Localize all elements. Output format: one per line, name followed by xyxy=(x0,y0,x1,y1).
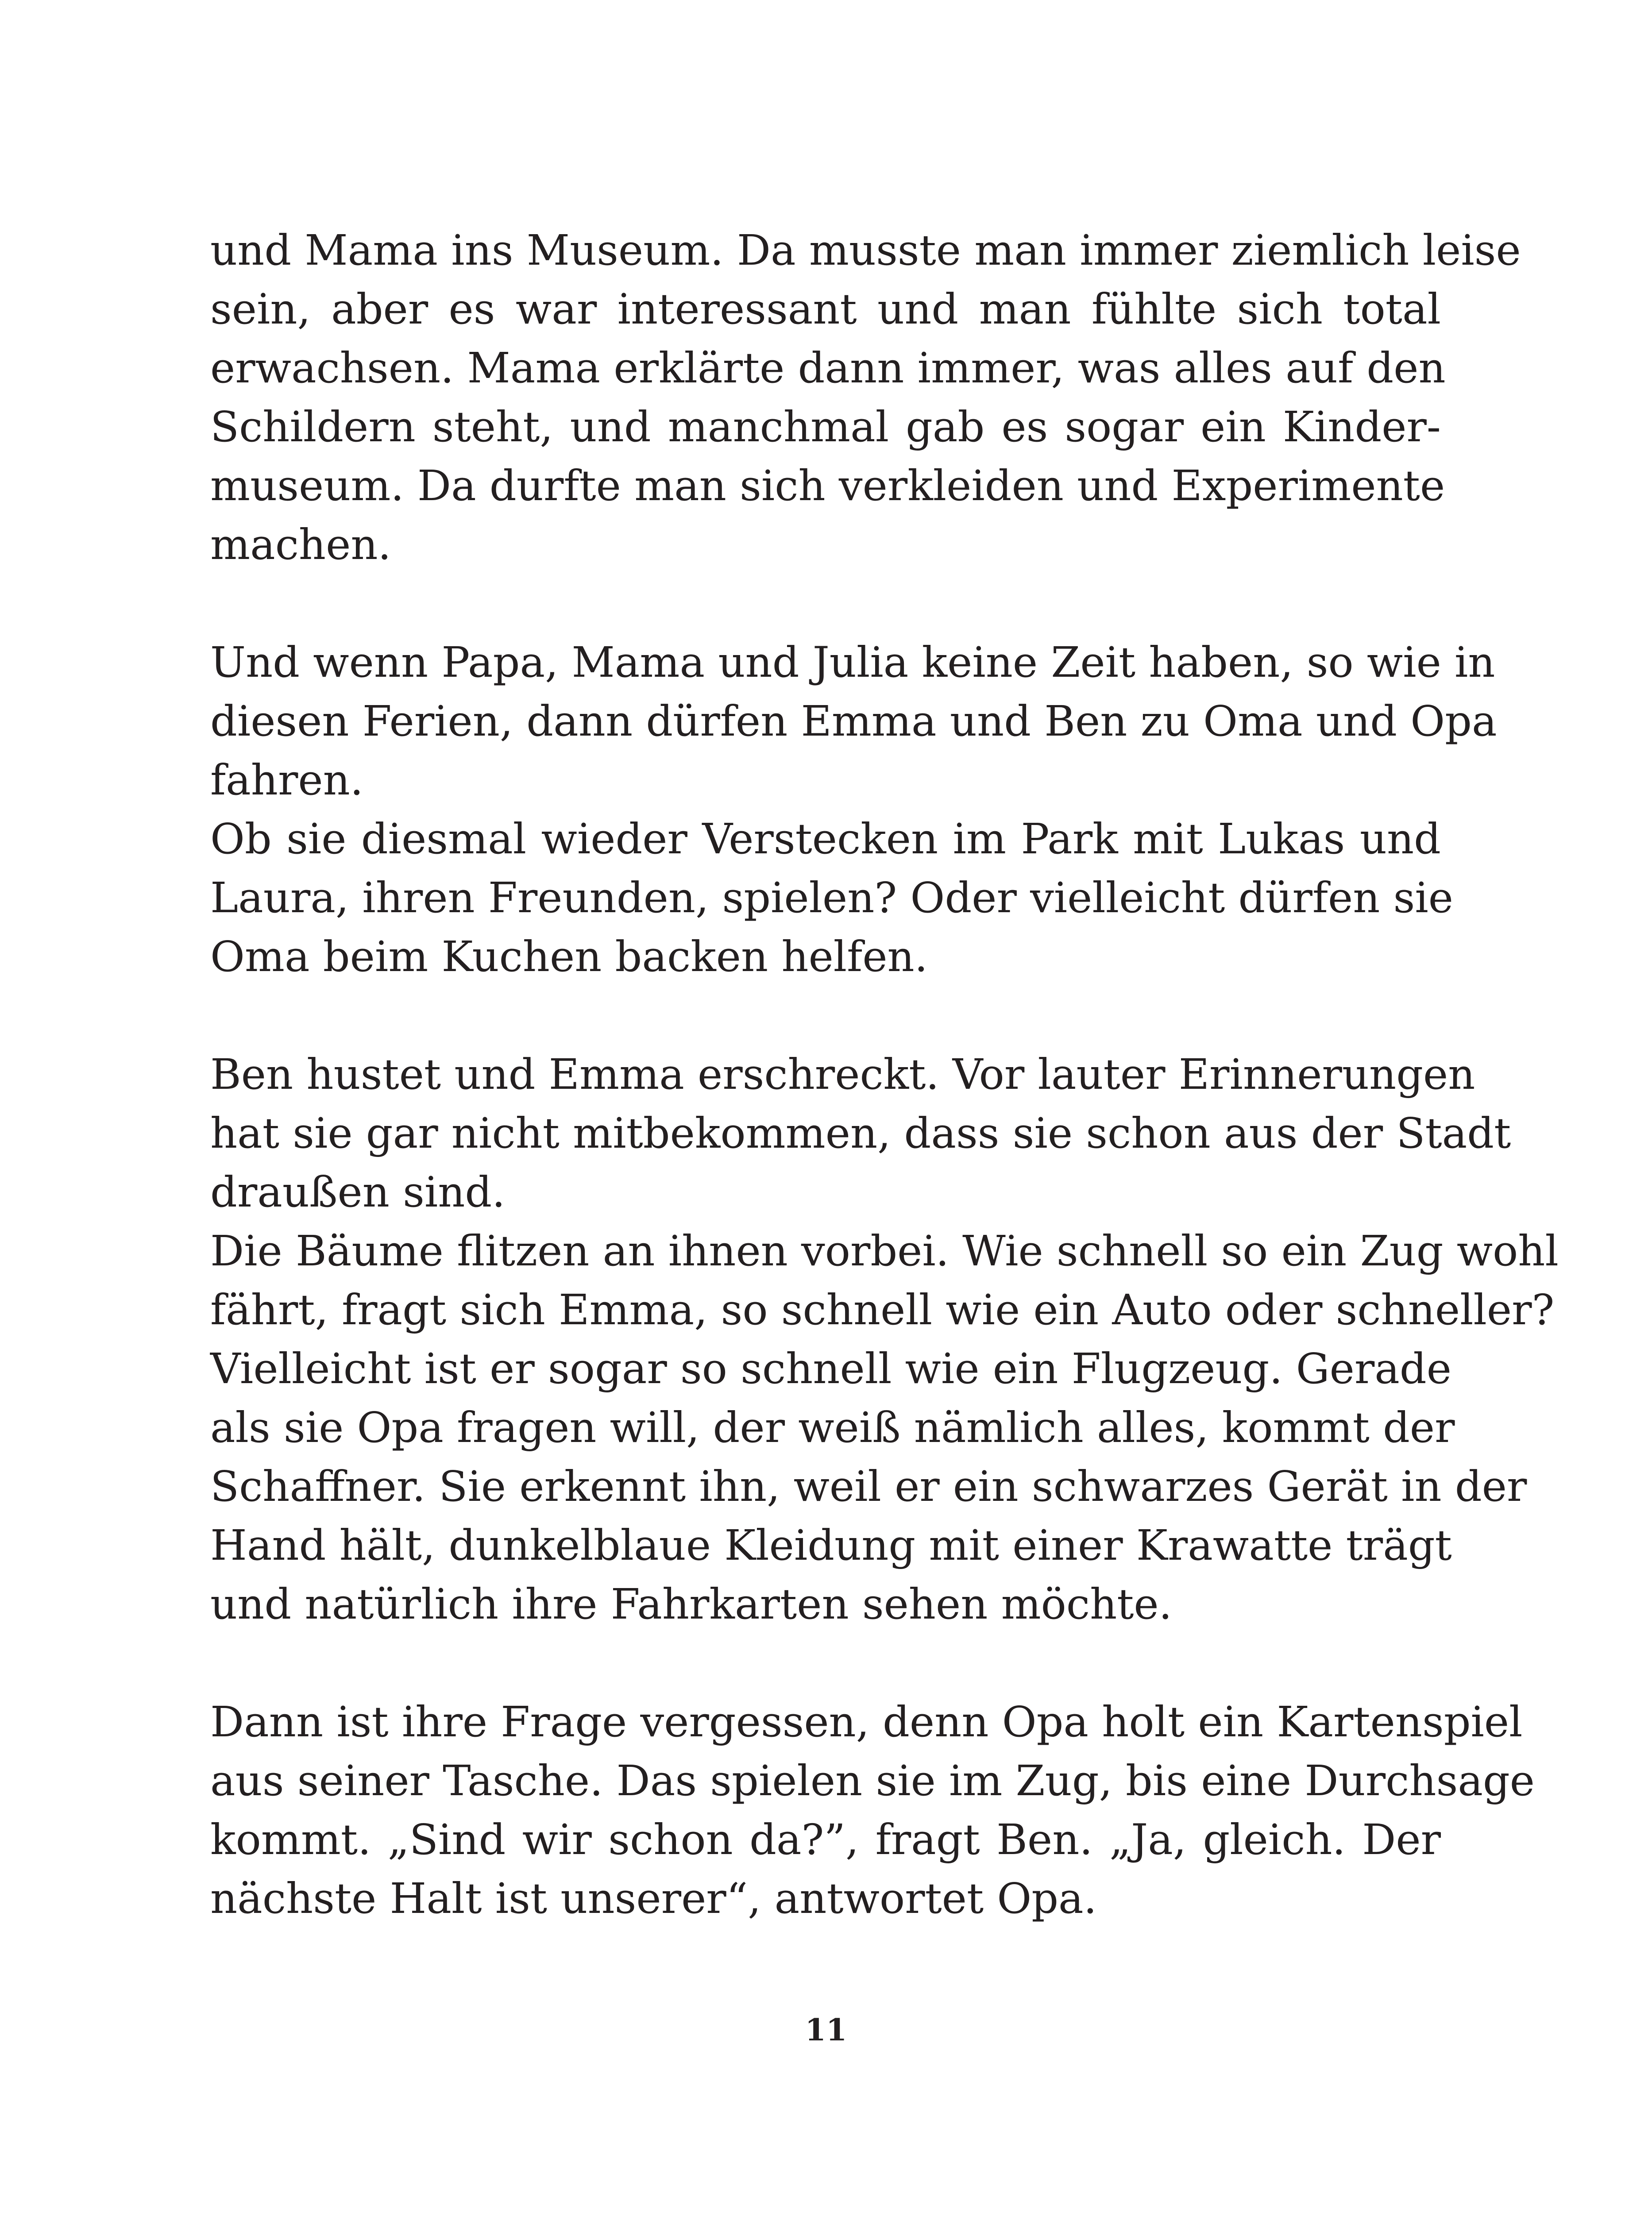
text-line: Ben hustet und Emma erschreckt. Vor lauter Erinnerungen xyxy=(210,1050,1475,1099)
paragraph-spacer xyxy=(210,574,1441,633)
paragraph-kartenspiel xyxy=(210,1693,1535,1928)
text-line: fährt, fragt sich Emma, so schnell wie ein Auto oder schneller? xyxy=(210,1286,1555,1334)
text-line: Die Bäume flitzen an ihnen vorbei. Wie schnell so ein Zug wohl xyxy=(210,1227,1559,1276)
text-line: aus seiner Tasche. Das spielen sie im Zug, bis eine Durchsage xyxy=(210,1757,1535,1805)
body-text xyxy=(210,221,1559,1928)
text-line: fahren. xyxy=(210,756,363,805)
text-line: diesen Ferien, dann dürfen Emma und Ben zu Oma und Opa xyxy=(210,697,1497,746)
text-line: als sie Opa fragen will, der weiß nämlich alles, kommt der xyxy=(210,1403,1455,1452)
text-line: Und wenn Papa, Mama und Julia keine Zeit haben, so wie in xyxy=(210,638,1495,687)
text-line: Schaffner. Sie erkennt ihn, weil er ein schwarzes Gerät in der xyxy=(210,1462,1527,1511)
paragraph-spacer xyxy=(210,987,1441,1045)
paragraph-verstecken xyxy=(210,810,1454,987)
text-line: kommt. „Sind wir schon da?”, fragt Ben. „Ja, gleich. Der xyxy=(210,1816,1441,1864)
paragraph-museum xyxy=(210,221,1521,574)
paragraph-erinnerungen xyxy=(210,1045,1511,1222)
text-line: machen. xyxy=(210,520,391,569)
text-line: und Mama ins Museum. Da musste man immer ziemlich leise xyxy=(210,226,1521,275)
text-line: nächste Halt ist unserer“, antwortet Opa. xyxy=(210,1874,1097,1923)
text-line: Oma beim Kuchen backen helfen. xyxy=(210,933,928,981)
paragraph-ferien xyxy=(210,633,1497,810)
page-number: 11 xyxy=(805,2013,847,2048)
text-line: Laura, ihren Freunden, spielen? Oder vielleicht dürfen sie xyxy=(210,874,1454,922)
paragraph-schaffner xyxy=(210,1222,1559,1634)
text-line: Ob sie diesmal wieder Verstecken im Park mit Lukas und xyxy=(210,815,1441,864)
text-line: Vielleicht ist er sogar so schnell wie ein Flugzeug. Gerade xyxy=(210,1345,1451,1393)
text-line: erwachsen. Mama erklärte dann immer, was alles auf den xyxy=(210,344,1446,393)
text-line: draußen sind. xyxy=(210,1168,506,1217)
paragraph-spacer xyxy=(210,1634,1441,1693)
text-line: Hand hält, dunkelblaue Kleidung mit einer Krawatte trägt xyxy=(210,1521,1452,1570)
text-line: hat sie gar nicht mitbekommen, dass sie schon aus der Stadt xyxy=(210,1109,1511,1158)
text-line: museum. Da durfte man sich verkleiden und Experimente xyxy=(210,462,1445,510)
text-line: Schildern steht, und manchmal gab es sogar ein Kinder- xyxy=(210,403,1441,451)
text-line: und natürlich ihre Fahrkarten sehen möchte. xyxy=(210,1580,1172,1629)
text-line: Dann ist ihre Frage vergessen, denn Opa holt ein Kartenspiel xyxy=(210,1698,1523,1746)
text-line: sein, aber es war interessant und man fühlte sich total xyxy=(210,285,1441,334)
